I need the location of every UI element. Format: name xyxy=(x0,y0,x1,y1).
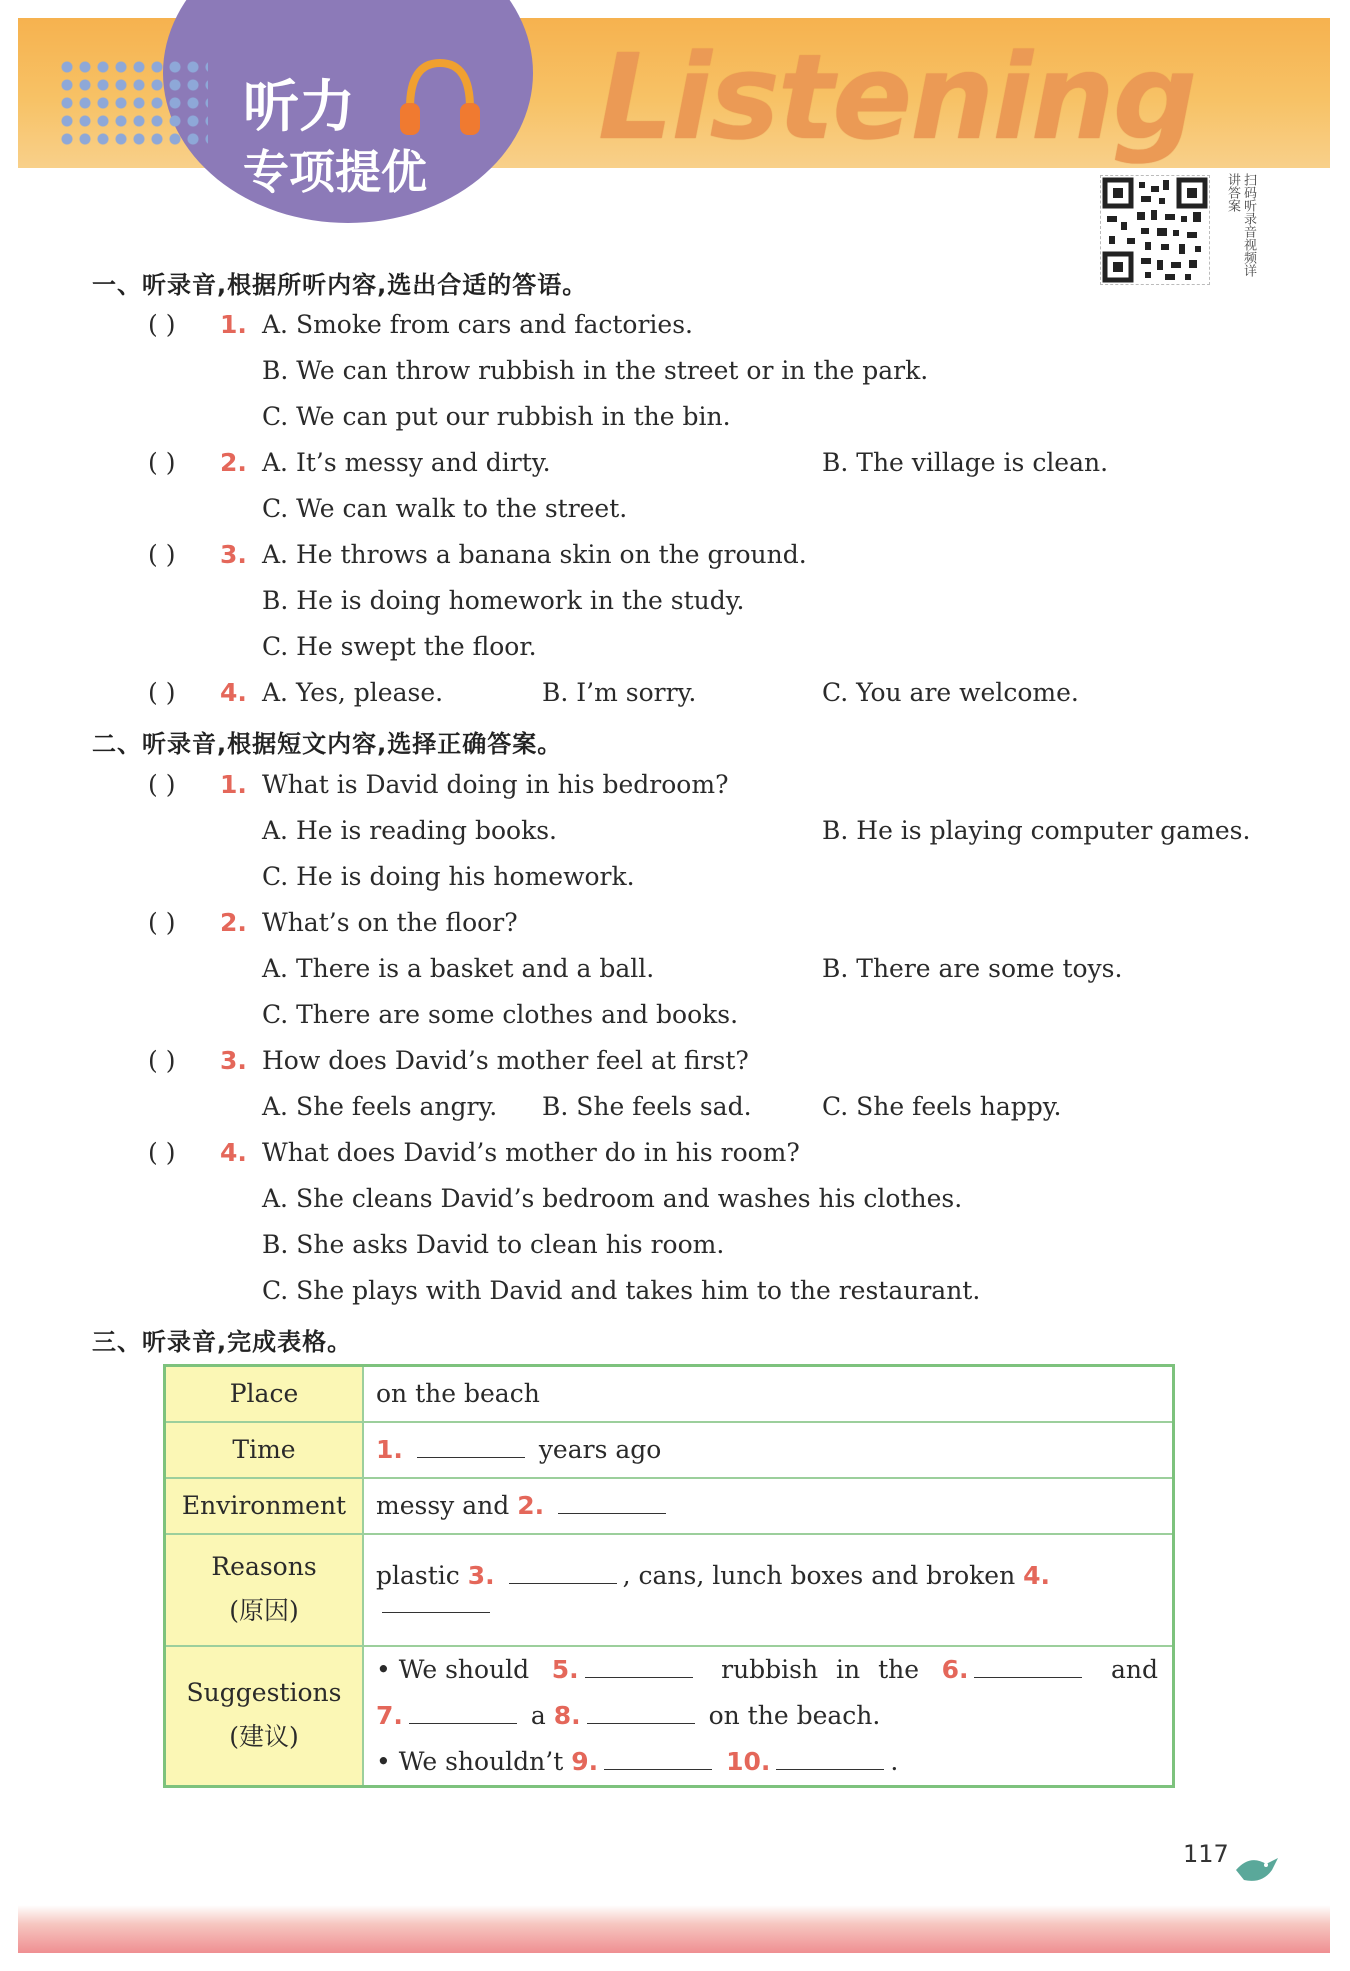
s2-q2-text: What’s on the floor? xyxy=(262,908,518,937)
badge-title-line2: 专项提优 xyxy=(243,145,427,199)
blank-number: 1. xyxy=(376,1435,403,1464)
header-banner xyxy=(18,18,1330,199)
answer-blank[interactable]: ( ) xyxy=(148,448,176,477)
s1-q2-option-a: A. It’s messy and dirty. xyxy=(262,448,551,477)
question-number: 2. xyxy=(220,908,247,937)
qr-pattern-icon xyxy=(1101,176,1209,284)
s1-q1-option-a: A. Smoke from cars and factories. xyxy=(262,310,693,339)
headphone-icon xyxy=(390,48,490,148)
reasons-label: Reasons xyxy=(211,1552,317,1581)
s2-q4-option-c: C. She plays with David and takes him to the restaurant. xyxy=(262,1276,981,1305)
row-header-place: Place xyxy=(165,1366,364,1422)
bird-icon xyxy=(1232,1850,1280,1890)
suggestions-label-cn: (建议) xyxy=(229,1722,299,1751)
s1-q4-option-a: A. Yes, please. xyxy=(262,678,444,707)
s2-q3-text: How does David’s mother feel at first? xyxy=(262,1046,749,1075)
s2-q1-option-a: A. He is reading books. xyxy=(262,816,557,845)
section2-title: 二、听录音,根据短文内容,选择正确答案。 xyxy=(92,730,563,758)
place-value: on the beach xyxy=(363,1366,1174,1422)
fill-table xyxy=(163,1364,1175,1788)
s2-q2-option-c: C. There are some clothes and books. xyxy=(262,1000,739,1029)
s1-q4-option-c: C. You are welcome. xyxy=(822,678,1079,707)
row-header-reasons xyxy=(165,1534,364,1646)
answer-line[interactable] xyxy=(587,1705,695,1724)
answer-blank[interactable]: ( ) xyxy=(148,1046,176,1075)
s2-q3-option-b: B. She feels sad. xyxy=(542,1092,752,1121)
s1-q1-num xyxy=(220,310,247,339)
answer-line[interactable] xyxy=(558,1495,666,1514)
time-cell xyxy=(363,1422,1174,1478)
s1-q4-option-b: B. I’m sorry. xyxy=(542,678,697,707)
footer-band xyxy=(18,1905,1330,1953)
answer-line[interactable] xyxy=(585,1659,693,1678)
answer-blank[interactable]: ( ) xyxy=(148,1138,176,1167)
question-number: 3. xyxy=(220,1046,247,1075)
suggestions-label: Suggestions xyxy=(186,1678,342,1707)
s2-q1-text: What is David doing in his bedroom? xyxy=(262,770,729,799)
s2-q4-option-b: B. She asks David to clean his room. xyxy=(262,1230,725,1259)
blank-number: 2. xyxy=(517,1491,545,1520)
s2-q2-option-b: B. There are some toys. xyxy=(822,954,1123,983)
s2-q4-option-a: A. She cleans David’s bedroom and washes his clothes. xyxy=(262,1184,963,1213)
blank-number: 7. xyxy=(376,1700,403,1730)
s2-q1-option-b: B. He is playing computer games. xyxy=(822,816,1251,845)
blank-number: 9. xyxy=(571,1746,599,1776)
s1-q1-option-b: B. We can throw rubbish in the street or in the park. xyxy=(262,356,929,385)
suggestion-line-2 xyxy=(376,1693,1172,1739)
period: . xyxy=(890,1746,899,1776)
row-header-suggestions xyxy=(165,1646,364,1787)
question-number: 1. xyxy=(220,770,247,799)
question-number: 1. xyxy=(220,310,247,339)
s1-q1-option-c: C. We can put our rubbish in the bin. xyxy=(262,402,731,431)
dot-pattern xyxy=(58,58,208,148)
s1-q3-option-b: B. He is doing homework in the study. xyxy=(262,586,745,615)
s2-q4-text: What does David’s mother do in his room? xyxy=(262,1138,800,1167)
suggestion-text: rubbish in the xyxy=(721,1654,920,1684)
blank-number: 3. xyxy=(467,1560,495,1590)
answer-blank[interactable]: ( ) xyxy=(148,540,176,569)
answer-line[interactable] xyxy=(509,1565,617,1584)
answer-line[interactable] xyxy=(382,1594,490,1613)
answer-line[interactable] xyxy=(417,1439,525,1458)
suggestions-cell xyxy=(363,1646,1174,1787)
section1-title: 一、听录音,根据所听内容,选出合适的答语。 xyxy=(92,271,588,299)
s2-q3-option-a: A. She feels angry. xyxy=(262,1092,498,1121)
suggestion-text: • We should xyxy=(376,1654,530,1684)
s2-q2-option-a: A. There is a basket and a ball. xyxy=(262,954,655,983)
reasons-cell xyxy=(363,1534,1174,1646)
s2-q1-option-c: C. He is doing his homework. xyxy=(262,862,635,891)
suggestion-text: and xyxy=(1110,1654,1158,1684)
answer-blank[interactable]: ( ) xyxy=(148,678,176,707)
blank-number: 4. xyxy=(1023,1560,1051,1590)
s1-q2-option-c: C. We can walk to the street. xyxy=(262,494,628,523)
env-text: messy and xyxy=(376,1491,510,1520)
answer-line[interactable] xyxy=(604,1751,712,1770)
reasons-label-cn: (原因) xyxy=(229,1596,299,1625)
qr-code[interactable] xyxy=(1100,175,1210,285)
blank-number: 5. xyxy=(551,1654,579,1684)
answer-blank[interactable]: ( ) xyxy=(148,310,176,339)
s1-q2-option-b: B. The village is clean. xyxy=(822,448,1109,477)
s2-q3-option-c: C. She feels happy. xyxy=(822,1092,1062,1121)
answer-line[interactable] xyxy=(974,1659,1082,1678)
page-number: 117 xyxy=(1183,1840,1229,1868)
s1-q3-option-c: C. He swept the floor. xyxy=(262,632,537,661)
blank-number: 10. xyxy=(726,1746,771,1776)
question-number: 4. xyxy=(220,1138,247,1167)
suggestion-line-1 xyxy=(376,1647,1172,1693)
qr-caption: 扫码听录音视频详讲答案 xyxy=(1225,173,1256,277)
answer-blank[interactable]: ( ) xyxy=(148,770,176,799)
reasons-text: , cans, lunch boxes and broken xyxy=(622,1560,1016,1590)
banner-word: Listening xyxy=(598,28,1196,166)
suggestion-line-3 xyxy=(376,1739,1172,1785)
suggestion-text: a xyxy=(530,1700,546,1730)
row-header-time: Time xyxy=(165,1422,364,1478)
badge-title-line1: 听力 xyxy=(243,75,355,140)
answer-line[interactable] xyxy=(776,1751,884,1770)
blank-number: 6. xyxy=(941,1654,969,1684)
answer-blank[interactable]: ( ) xyxy=(148,908,176,937)
s1-q3-option-a: A. He throws a banana skin on the ground. xyxy=(262,540,807,569)
section3-title: 三、听录音,完成表格。 xyxy=(92,1328,353,1356)
suggestion-text: on the beach. xyxy=(708,1700,881,1730)
row-header-environment: Environment xyxy=(165,1478,364,1534)
time-text: years ago xyxy=(538,1435,662,1464)
answer-line[interactable] xyxy=(409,1705,517,1724)
question-number: 4. xyxy=(220,678,247,707)
question-number: 3. xyxy=(220,540,247,569)
blank-number: 8. xyxy=(553,1700,581,1730)
question-number: 2. xyxy=(220,448,247,477)
environment-cell xyxy=(363,1478,1174,1534)
suggestion-text: • We shouldn’t xyxy=(376,1746,564,1776)
reasons-text: plastic xyxy=(376,1560,460,1590)
